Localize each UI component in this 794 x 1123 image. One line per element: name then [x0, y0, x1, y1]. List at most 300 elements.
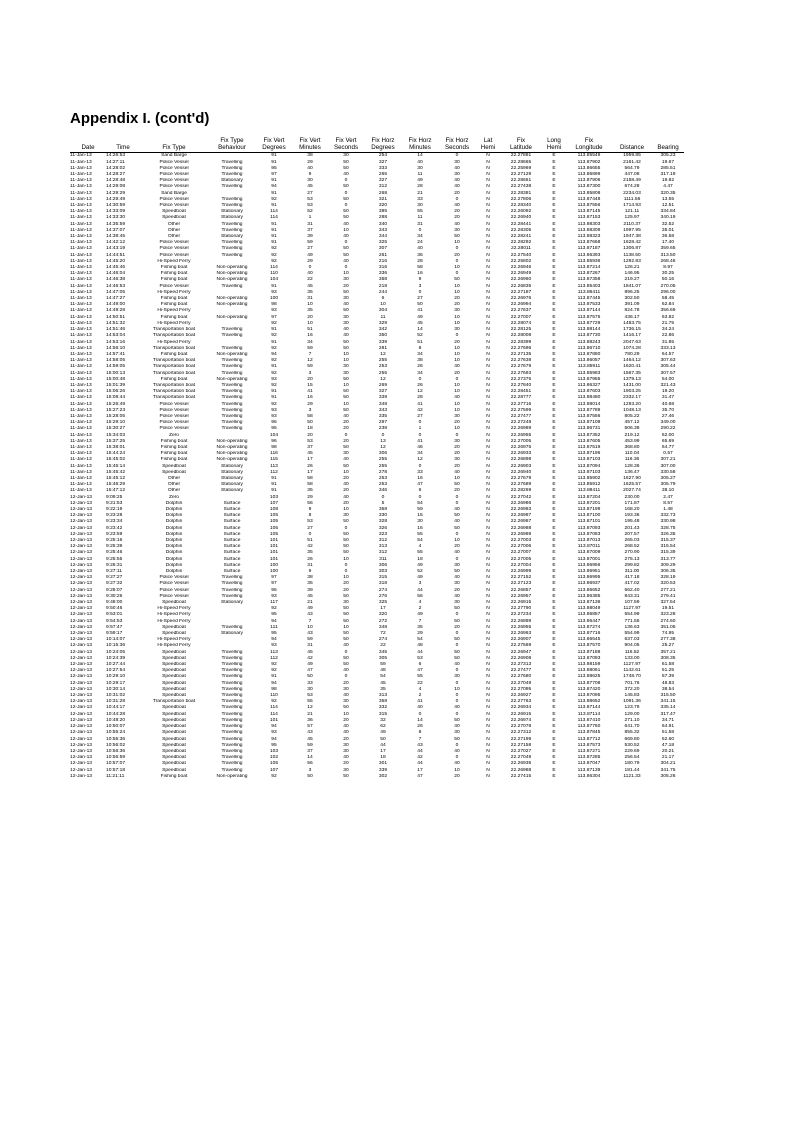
table-cell: 0 — [344, 203, 348, 209]
table-cell: 2.47 — [663, 494, 673, 500]
table-cell: 54.00 — [661, 376, 675, 382]
table-cell: 10 — [343, 227, 349, 233]
table-cell: 29 — [307, 159, 313, 165]
table-cell: 308.35 — [660, 655, 676, 661]
table-cell: 113.87420 — [577, 686, 601, 692]
table-cell: 22.28340 — [510, 203, 532, 209]
table-cell: Travelling — [221, 624, 243, 630]
table-cell: 1127.97 — [623, 606, 641, 612]
table-cell: 52.60 — [661, 736, 675, 742]
table-cell: Stationary — [220, 178, 244, 184]
table-cell: 21 — [307, 600, 313, 606]
table-cell: 305.79 — [660, 482, 676, 488]
table-cell: 12-Jan-13 — [70, 699, 93, 705]
table-cell: 59 — [307, 364, 313, 370]
table-cell: 113.86304 — [577, 773, 601, 779]
table-cell: 30 — [454, 438, 460, 444]
table-cell: Speedboat — [162, 469, 186, 475]
table-cell: 50 — [343, 593, 349, 599]
column-header: Fix Vert Degrees — [256, 137, 292, 153]
table-cell: 9:21:53 — [106, 500, 123, 506]
table-cell: 268.52 — [624, 544, 640, 550]
table-cell: 11-Jan-13 — [70, 165, 92, 171]
table-cell: E — [552, 643, 556, 649]
table-cell: 22.26898 — [510, 457, 532, 463]
column-header: Time — [106, 137, 140, 153]
table-cell: 313.50 — [660, 252, 676, 258]
table-cell: 12-Jan-13 — [70, 643, 93, 649]
table-cell: 297 — [378, 420, 388, 426]
table-cell: 94 — [271, 618, 277, 624]
table-cell: Fishing boat — [160, 265, 188, 271]
table-cell: 15:00:13 — [106, 370, 126, 376]
table-cell: 0 — [344, 178, 348, 184]
table-cell: 22.26092 — [510, 209, 532, 215]
table-cell: 12-Jan-13 — [70, 730, 93, 736]
table-cell: 11-Jan-13 — [70, 283, 92, 289]
table-cell: 40 — [454, 165, 460, 171]
table-cell: 20 — [343, 500, 349, 506]
table-cell: 18 — [307, 426, 313, 432]
table-cell: 40 — [454, 184, 460, 190]
table-cell: 51 — [307, 538, 313, 543]
table-cell: 855.32 — [624, 730, 640, 736]
table-cell: Dolphin — [165, 513, 183, 519]
table-cell: 20 — [343, 761, 349, 767]
table-cell: Speedboat — [162, 215, 186, 221]
table-cell: 9:57:47 — [106, 624, 123, 630]
table-cell: 113.88243 — [577, 339, 601, 345]
table-cell: Travelling — [221, 370, 243, 376]
table-cell: 1464.12 — [623, 358, 641, 364]
table-cell: 22.25802 — [510, 258, 532, 264]
table-cell: Speedboat — [162, 680, 186, 686]
table-cell: 57.39 — [661, 674, 675, 680]
table-cell: 315 — [378, 711, 388, 717]
table-cell: Surface — [223, 544, 241, 550]
table-cell: 105 — [269, 525, 279, 531]
table-cell: E — [552, 699, 556, 705]
table-cell: 29 — [307, 494, 313, 500]
table-cell: 17.40 — [661, 240, 675, 246]
table-cell: 304 — [378, 308, 388, 314]
table-cell: 20 — [454, 463, 460, 469]
table-cell: 105 — [269, 513, 279, 519]
table-cell: 1959.85 — [623, 153, 641, 159]
table-cell: 302 — [378, 773, 388, 779]
table-cell: N — [486, 581, 490, 587]
table-cell: 136.47 — [624, 469, 640, 475]
table-cell: 62.84 — [661, 302, 675, 308]
table-cell: 28 — [417, 395, 423, 401]
table-cell: 91 — [271, 203, 277, 209]
table-cell: 95 — [271, 631, 277, 637]
table-cell: E — [552, 258, 556, 264]
table-cell: Travelling — [221, 240, 243, 246]
table-cell: 51 — [307, 327, 313, 333]
table-cell: 50 — [454, 606, 460, 612]
table-cell: 14:51:46 — [106, 327, 126, 333]
table-cell: 0 — [455, 699, 459, 705]
table-cell: 15:28:05 — [106, 413, 126, 419]
table-cell: 11-Jan-13 — [70, 395, 92, 401]
table-cell: 26 — [307, 463, 313, 469]
table-cell: 22.26989 — [510, 531, 532, 537]
table-cell: 93 — [271, 643, 277, 649]
table-cell: Travelling — [221, 246, 243, 252]
table-cell: 12-Jan-13 — [70, 705, 93, 711]
table-cell: 58 — [307, 482, 313, 488]
table-cell: 0.57 — [663, 451, 673, 457]
table-cell: 91 — [271, 190, 277, 196]
table-cell: 52.00 — [661, 432, 675, 438]
table-cell: N — [486, 289, 490, 295]
table-cell: 11-Jan-13 — [70, 444, 92, 450]
table-cell: 564.79 — [624, 165, 640, 171]
table-cell: 22 — [417, 680, 423, 686]
table-cell: Fishing boat — [160, 277, 188, 283]
table-cell: 50 — [343, 389, 349, 395]
table-cell: 15:34:03 — [106, 432, 126, 438]
table-cell: 14:29:29 — [106, 190, 126, 196]
table-cell: Stationary — [220, 600, 244, 606]
table-cell: Hi-Speed Ferry — [157, 308, 191, 314]
table-cell: 0 — [381, 494, 385, 500]
table-cell: 44 — [417, 761, 423, 767]
table-cell: 41 — [417, 699, 423, 705]
table-cell: 39 — [307, 587, 313, 593]
table-cell: E — [552, 407, 556, 413]
table-cell: 45 — [417, 320, 423, 326]
table-cell: 45 — [307, 649, 313, 655]
table-cell: N — [486, 234, 490, 240]
table-cell: Hi-Speed Ferry — [157, 289, 191, 295]
column-header: Fix Latitude — [500, 137, 542, 153]
table-cell: Non-operating — [216, 302, 248, 308]
table-cell: E — [552, 593, 556, 599]
table-cell: E — [552, 246, 556, 252]
table-cell: 55 — [307, 699, 313, 705]
table-cell: Travelling — [221, 159, 243, 165]
table-cell: 10:27:44 — [106, 662, 126, 668]
table-cell: 34 — [417, 234, 423, 240]
table-cell: 10:44:28 — [106, 711, 126, 717]
table-cell: 31 — [307, 643, 313, 649]
table-cell: 20 — [454, 544, 460, 550]
table-cell: 11-Jan-13 — [70, 327, 92, 333]
table-cell: N — [486, 184, 490, 190]
table-cell: N — [486, 203, 490, 209]
table-cell: 771.55 — [624, 618, 640, 624]
table-cell: E — [552, 680, 556, 686]
table-cell: 93 — [271, 413, 277, 419]
table-cell: 19.20 — [661, 389, 675, 395]
table-cell: 417.18 — [624, 575, 640, 581]
table-cell: E — [552, 686, 556, 692]
table-cell: 113.87094 — [577, 463, 601, 469]
table-cell: 50 — [454, 655, 460, 661]
table-cell: 8.57 — [663, 500, 673, 506]
table-cell: Speedboat — [162, 662, 186, 668]
table-cell: E — [552, 730, 556, 736]
table-cell: 11-Jan-13 — [70, 488, 92, 494]
table-cell: 10:27:54 — [106, 668, 126, 674]
table-cell: 1.48 — [663, 506, 673, 512]
table-cell: N — [486, 463, 490, 469]
table-cell: 10:24:05 — [106, 649, 126, 655]
table-cell: 20 — [454, 190, 460, 196]
table-cell: 0 — [344, 674, 348, 680]
table-cell: E — [552, 717, 556, 723]
table-cell: Speedboat — [162, 693, 186, 699]
table-cell: 18 — [417, 556, 423, 562]
table-cell: 11-Jan-13 — [70, 382, 92, 388]
table-cell: 20 — [454, 444, 460, 450]
table-cell: 128.36 — [624, 463, 640, 469]
column-header: Fix Vert Minutes — [292, 137, 328, 153]
table-cell: 20 — [307, 432, 313, 438]
table-cell: 31.85 — [661, 339, 675, 345]
table-cell: E — [552, 376, 556, 382]
table-cell: 330.98 — [660, 519, 676, 525]
table-cell: Travelling — [221, 705, 243, 711]
table-cell: N — [486, 531, 490, 537]
table-cell: 54 — [380, 674, 386, 680]
table-cell: 14:46:38 — [106, 277, 126, 283]
table-cell: Police Vessel — [159, 581, 189, 587]
table-cell: 9:09:25 — [106, 494, 123, 500]
table-cell: N — [486, 240, 490, 246]
table-cell: N — [486, 364, 490, 370]
table-cell: 10 — [343, 506, 349, 512]
table-cell: E — [552, 438, 556, 444]
table-cell: 1628.42 — [623, 240, 641, 246]
table-cell: 38 — [307, 153, 313, 159]
table-cell: Stationary — [220, 463, 244, 469]
table-cell: 105 — [269, 531, 279, 537]
table-cell: 0 — [455, 680, 459, 686]
table-cell: 95 — [271, 742, 277, 748]
table-cell: Travelling — [221, 382, 243, 388]
table-cell: 105 — [269, 519, 279, 525]
table-cell: Travelling — [221, 401, 243, 407]
table-cell: Speedboat — [162, 736, 186, 742]
table-cell: 14 — [417, 717, 423, 723]
table-cell: 14:28:02 — [106, 165, 126, 171]
table-cell: 113.87144 — [577, 308, 601, 314]
table-cell: N — [486, 612, 490, 618]
table-cell: 34.24 — [661, 327, 675, 333]
table-cell: 50 — [307, 674, 313, 680]
table-cell: 18 — [380, 755, 386, 761]
table-cell: 49 — [417, 612, 423, 618]
table-cell: N — [486, 488, 490, 494]
table-cell: 145.83 — [624, 693, 640, 699]
table-cell: 296.00 — [660, 289, 676, 295]
table-cell: N — [486, 327, 490, 333]
table-cell: 12-Jan-13 — [70, 494, 93, 500]
table-cell: 10:50:07 — [106, 724, 126, 730]
table-cell: 13.55 — [661, 196, 675, 202]
table-cell: E — [552, 606, 556, 612]
table-cell: Travelling — [221, 165, 243, 171]
table-cell: 26 — [307, 556, 313, 562]
table-cell: Surface — [223, 506, 241, 512]
table-cell: 10 — [454, 767, 460, 773]
table-cell: Transportation boat — [152, 699, 196, 705]
column-header: Fix Horz Degrees — [364, 137, 402, 153]
table-cell: 30 — [343, 314, 349, 320]
table-cell: 113.87605 — [577, 438, 601, 444]
table-cell: 91 — [271, 674, 277, 680]
table-cell: 92 — [271, 246, 277, 252]
table-cell: 10 — [343, 575, 349, 581]
table-cell: E — [552, 413, 556, 419]
table-cell: 49 — [307, 662, 313, 668]
table-cell: E — [552, 469, 556, 475]
table-cell: 113.87445 — [577, 296, 601, 302]
table-cell: 32 — [380, 717, 386, 723]
table-cell: 1138.50 — [623, 252, 641, 258]
table-cell: 20 — [307, 376, 313, 382]
table-cell: 641.70 — [624, 724, 640, 730]
table-cell: 22.27123 — [510, 581, 532, 587]
table-cell: 92 — [271, 370, 277, 376]
table-cell: 40 — [343, 234, 349, 240]
table-cell: 22.27679 — [510, 364, 532, 370]
table-cell: Non-operating — [216, 451, 248, 457]
table-cell — [208, 153, 256, 160]
table-cell: 30 — [343, 742, 349, 748]
table-cell: E — [552, 327, 556, 333]
table-cell: 50 — [343, 215, 349, 221]
table-cell: 22.28292 — [510, 240, 532, 246]
table-cell: 30.25 — [661, 271, 675, 277]
table-cell: 113.87274 — [577, 624, 601, 630]
table-cell: 52 — [417, 569, 423, 575]
table-cell: Dolphin — [165, 562, 183, 568]
table-cell: 10:55:36 — [106, 736, 126, 742]
table-cell: 14:28:48 — [106, 178, 126, 184]
table-cell: 92 — [271, 252, 277, 258]
table-cell: 1111.56 — [623, 196, 641, 202]
table-cell: Transportation boat — [152, 395, 196, 401]
table-cell: 31 — [307, 221, 313, 227]
table-cell: 27 — [307, 190, 313, 196]
table-cell: Travelling — [221, 736, 243, 742]
table-cell: Travelling — [221, 668, 243, 674]
table-cell: 318 — [378, 581, 388, 587]
table-cell: Travelling — [221, 655, 243, 661]
table-cell: E — [552, 618, 556, 624]
table-cell: 113.87145 — [577, 209, 601, 215]
table-cell: 22.26908 — [510, 655, 532, 661]
table-cell: 92 — [271, 345, 277, 351]
table-cell: Travelling — [221, 730, 243, 736]
table-cell: 323 — [378, 531, 388, 537]
table-cell: 113.87201 — [577, 500, 601, 506]
table-cell: 22.27313 — [510, 662, 532, 668]
table-cell: Surface — [223, 513, 241, 519]
table-cell: 92 — [271, 382, 277, 388]
table-cell: 11-Jan-13 — [70, 351, 92, 357]
table-cell: 22.26934 — [510, 705, 532, 711]
table-cell: E — [552, 767, 556, 773]
table-cell: 30 — [454, 327, 460, 333]
table-cell: 91 — [271, 178, 277, 184]
table-cell: 14:26:53 — [106, 153, 126, 159]
table-cell: 22.27187 — [510, 289, 532, 295]
table-cell: 98 — [271, 686, 277, 692]
table-cell: 113.87114 — [577, 711, 601, 717]
table-cell: 103 — [269, 748, 279, 754]
table-cell: 37 — [307, 444, 313, 450]
table-cell: N — [486, 370, 490, 376]
table-cell: 20 — [343, 717, 349, 723]
table-cell: 253 — [378, 364, 388, 370]
table-cell: Stationary — [220, 469, 244, 475]
table-cell: E — [552, 252, 556, 258]
table-cell: 306 — [378, 562, 388, 568]
table-cell: 10 — [343, 351, 349, 357]
table-cell: Stationary — [220, 215, 244, 221]
table-cell: 9 — [308, 506, 312, 512]
table-cell: 44 — [417, 748, 423, 754]
table-cell: 62 — [380, 724, 386, 730]
table-cell: 342 — [378, 327, 388, 333]
table-cell: 22.26903 — [510, 463, 532, 469]
column-header: Date — [70, 137, 106, 153]
table-cell: 58.45 — [661, 296, 675, 302]
table-cell: E — [552, 562, 556, 568]
table-cell: E — [552, 488, 556, 494]
table-cell: Police Vessel — [159, 165, 189, 171]
table-cell: 22.27007 — [510, 314, 532, 320]
table-cell: 333.13 — [660, 345, 676, 351]
table-cell: 110 — [270, 693, 278, 699]
table-cell: 22.28665 — [510, 159, 532, 165]
table-cell: 11-Jan-13 — [70, 389, 92, 395]
table-cell: 40 — [343, 302, 349, 308]
table-cell: Sand Barge — [161, 153, 187, 159]
table-cell: 50 — [454, 569, 460, 575]
table-cell: N — [486, 153, 490, 159]
table-cell: N — [486, 159, 490, 165]
table-cell: 9:25:55 — [106, 556, 123, 562]
table-cell: 11-Jan-13 — [70, 258, 92, 264]
table-cell: 10:56:59 — [106, 755, 126, 761]
table-cell: 92 — [271, 401, 277, 407]
table-cell: 40 — [454, 724, 460, 730]
table-cell: 29 — [307, 401, 313, 407]
table-cell: 10 — [343, 624, 349, 630]
table-cell: E — [552, 556, 556, 562]
table-cell: 36 — [307, 717, 313, 723]
table-cell: N — [486, 624, 490, 630]
table-cell: 0 — [455, 246, 459, 252]
table-cell: Travelling — [221, 767, 243, 773]
table-cell: 11-Jan-13 — [70, 215, 92, 221]
table-cell: 50 — [343, 705, 349, 711]
table-cell: 40 — [454, 203, 460, 209]
table-cell: 40 — [417, 246, 423, 252]
table-cell: Travelling — [221, 283, 243, 289]
table-cell: 35 — [307, 289, 313, 295]
table-cell: 0 — [455, 333, 459, 339]
table-cell: 50 — [380, 736, 386, 742]
table-cell: N — [486, 482, 490, 488]
table-cell: 20 — [454, 451, 460, 457]
